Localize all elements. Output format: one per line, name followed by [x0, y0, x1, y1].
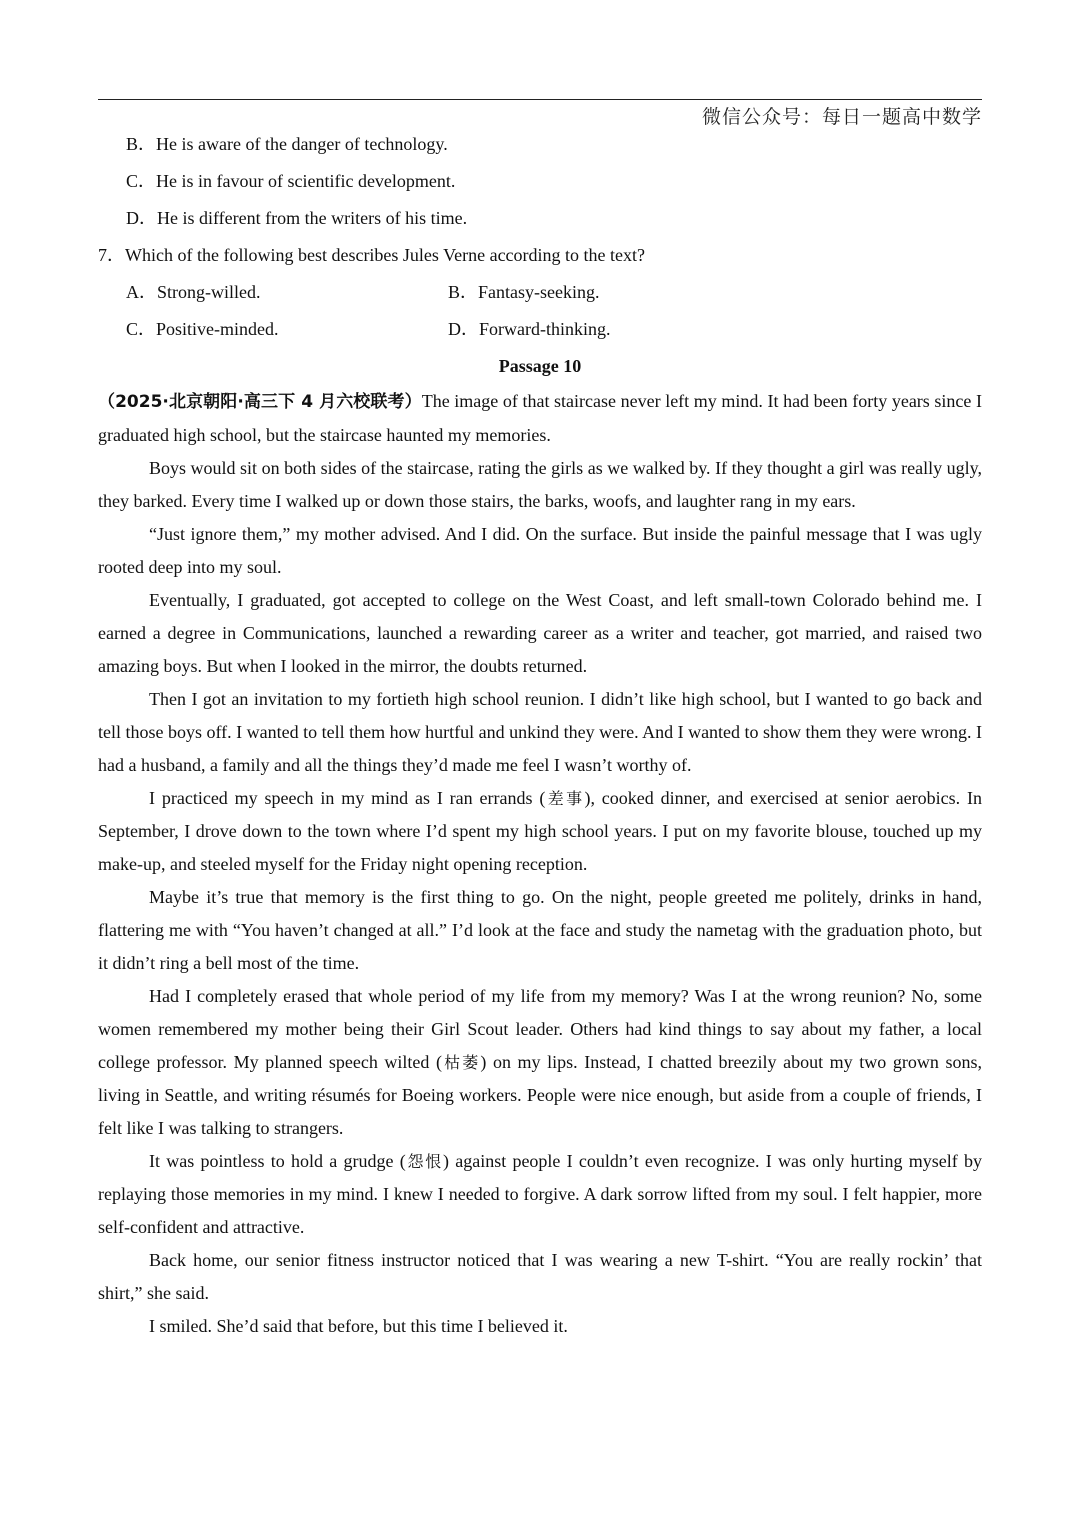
- question7-options-row-1: [98, 276, 982, 309]
- passage-paragraph-1: （2025·北京朝阳·高三下 4 月六校联考）The image of that staircase never left my mind. It had been forty years since I graduated high school, but the staircase haunted my memories.: [98, 391, 982, 445]
- passage-paragraph-8: Had I completely erased that whole period of my life from my memory? Was I at the wrong reunion? No, some women remembered my mother being their Girl Scout leader. Others had kind things to say about my father, a local college professor. My planned speech wilted (枯萎) on my lips. Instead, I chatted breezily about my two grown sons, living in Seattle, and writing résumés for Boeing workers. People were nice enough, but aside from a couple of friends, I felt like I was talking to strangers.: [98, 986, 982, 1138]
- gloss-errands: 差事: [545, 789, 585, 808]
- passage-paragraph-9: It was pointless to hold a grudge (怨恨) against people I couldn’t even recognize. I was only hurting myself by replaying those memories in my mind. I knew I needed to forgive. A dark sorrow lifted from my soul. I felt happier, more self-confident and attractive.: [98, 1151, 982, 1237]
- header-wechat-label: 微信公众号：每日一题高中数学: [701, 106, 982, 128]
- question7-option-c: C．Positive-minded.: [126, 319, 279, 339]
- question6-option-b: B．He is aware of the danger of technology.: [126, 134, 448, 154]
- passage-paragraph-5: Then I got an invitation to my fortieth high school reunion. I didn’t like high school, but I wanted to go back and tell those boys off. I wanted to tell them how hurtful and unkind they were. And I wanted to show them they were wrong. I had a husband, a family and all the things they’d made me feel I wasn’t worthy of.: [98, 689, 982, 775]
- passage-paragraph-7: Maybe it’s true that memory is the first thing to go. On the night, people greeted me politely, drinks in hand, flattering me with “You haven’t changed at all.” I’d look at the face and study the nametag with the graduation photo, but it didn’t ring a bell most of the time.: [98, 887, 982, 973]
- passage-source: （2025·北京朝阳·高三下 4 月六校联考）: [98, 392, 422, 412]
- gloss-wilted: 枯萎: [442, 1053, 481, 1072]
- question6-option-d: D．He is different from the writers of his time.: [126, 208, 468, 228]
- header-rule: [98, 99, 982, 100]
- passage-paragraph-2: Boys would sit on both sides of the staircase, rating the girls as we walked by. If they thought a girl was really ugly, they barked. Every time I walked up or down those stairs, the barks, woofs, and laughter rang in my ears.: [98, 458, 982, 511]
- question6-option-c: C．He is in favour of scientific development.: [126, 171, 456, 191]
- gloss-grudge: 怨恨: [405, 1152, 443, 1171]
- passage-paragraph-4: Eventually, I graduated, got accepted to college on the West Coast, and left small-town Colorado behind me. I earned a degree in Communications, launched a rewarding career as a writer and teacher, got married, and raised two amazing boys. But when I looked in the mirror, the doubts returned.: [98, 590, 982, 676]
- passage-paragraph-6: I practiced my speech in my mind as I ran errands (差事), cooked dinner, and exercised at senior aerobics. In September, I drove down to the town where I’d spent my high school years. I put on my favorite blouse, touched up my make-up, and steeled myself for the Friday night opening reception.: [98, 788, 982, 874]
- passage-paragraph-10: Back home, our senior fitness instructor noticed that I was wearing a new T-shirt. “You are really rockin’ that shirt,” she said.: [98, 1250, 982, 1303]
- passage-paragraph-3: “Just ignore them,” my mother advised. And I did. On the surface. But inside the painful message that I was ugly rooted deep into my soul.: [98, 524, 982, 577]
- question7-option-b: B．Fantasy-seeking.: [448, 282, 600, 302]
- question7-stem: 7．Which of the following best describes Jules Verne according to the text?: [98, 245, 646, 265]
- question7-option-a: A．Strong-willed.: [126, 282, 261, 302]
- passage-paragraph-11: I smiled. She’d said that before, but this time I believed it.: [149, 1316, 568, 1336]
- question7-option-d: D．Forward-thinking.: [448, 319, 611, 339]
- passage-title: Passage 10: [498, 356, 582, 376]
- question7-options-row-2: [98, 313, 982, 346]
- document-body: [98, 128, 982, 1343]
